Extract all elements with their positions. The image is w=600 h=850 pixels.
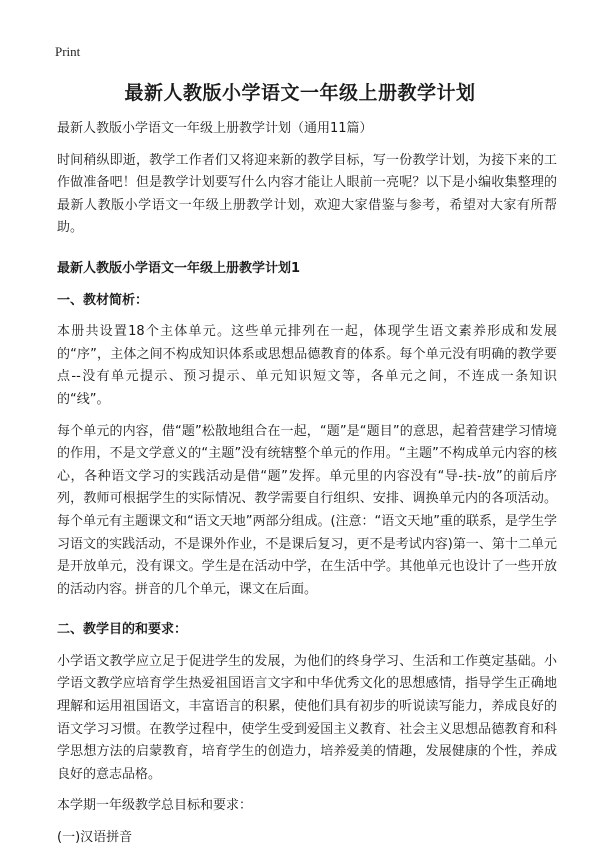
section-heading-teaching-goals: 二、教学目的和要求： <box>57 622 188 638</box>
intro-paragraph: 时间稍纵即逝，教学工作者们又将迎来新的教学目标，写一份教学计划，为接下来的工作做准备吧！但是教学计划要写什么内容才能让人眼前一亮呢？以下是小编收集整理的最新人教版小学语文一年级上册教学计划，欢迎大家借鉴与参考，希望对大家有所帮助。 <box>57 152 557 236</box>
section1-paragraph: 每个单元的内容，借“题”松散地组合在一起，“题”是“题目”的意思，起着营建学习情境的作用，不是文学意义的“主题”没有统辖整个单元的作用。“主题”不构成单元内容的核心，各种语文学习的实践活动是借“题”发挥。单元里的内容没有“导-扶-放”的前后序列，教师可根据学生的实际情况、教学需要自行组织、安排、调换单元内的各项活动。每个单元有主题课文和“语文天地”两部分组成。(注意：“语文天地”重的联系，是学生学习语文的实践活动，不是课外作业，不是课后复习，更不是考试内容)第一、第十二单元是开放单元，没有课文。学生是在活动中学，在生活中学。其他单元也设计了一些开放的活动内容。拼音的几个单元，课文在后面。 <box>57 423 558 597</box>
subsection-heading-pinyin: (一)汉语拼音 <box>57 830 133 846</box>
section2-paragraph: 小学语文教学应立足于促进学生的发展，为他们的终身学习、生活和工作奠定基础。小学语文教学应培育学生热爱祖国语言文字和中华优秀文化的思想感情，指导学生正确地理解和运用祖国语文，丰富语言的积累，使他们具有初步的听说读写能力，养成良好的语文学习习惯。在教学过程中，使学生受到爱国主义教育、社会主义思想品德教育和科学思想方法的启蒙教育，培育学生的创造力，培养爱美的情趣，发展健康的个性，养成良好的意志品格。 <box>57 653 557 782</box>
plan-heading: 最新人教版小学语文一年级上册教学计划1 <box>57 260 301 276</box>
section2-paragraph: 本学期一年级教学总目标和要求： <box>57 798 253 814</box>
print-link[interactable]: Print <box>55 44 81 59</box>
section-heading-textbook-analysis: 一、教材简析： <box>57 292 149 308</box>
section1-paragraph: 本册共设置18个主体单元。这些单元排列在一起，体现学生语文素养形成和发展的“序”，主体之间不构成知识体系或思想品德教育的体系。每个单元没有明确的教学要点--没有单元提示、预习提示、单元知识短文等，各单元之间，不连成一条知识的“线”。 <box>57 324 557 407</box>
document-subtitle: 最新人教版小学语文一年级上册教学计划（通用11篇） <box>57 121 373 136</box>
document-title: 最新人教版小学语文一年级上册教学计划 <box>124 82 476 104</box>
document-body <box>57 118 557 850</box>
